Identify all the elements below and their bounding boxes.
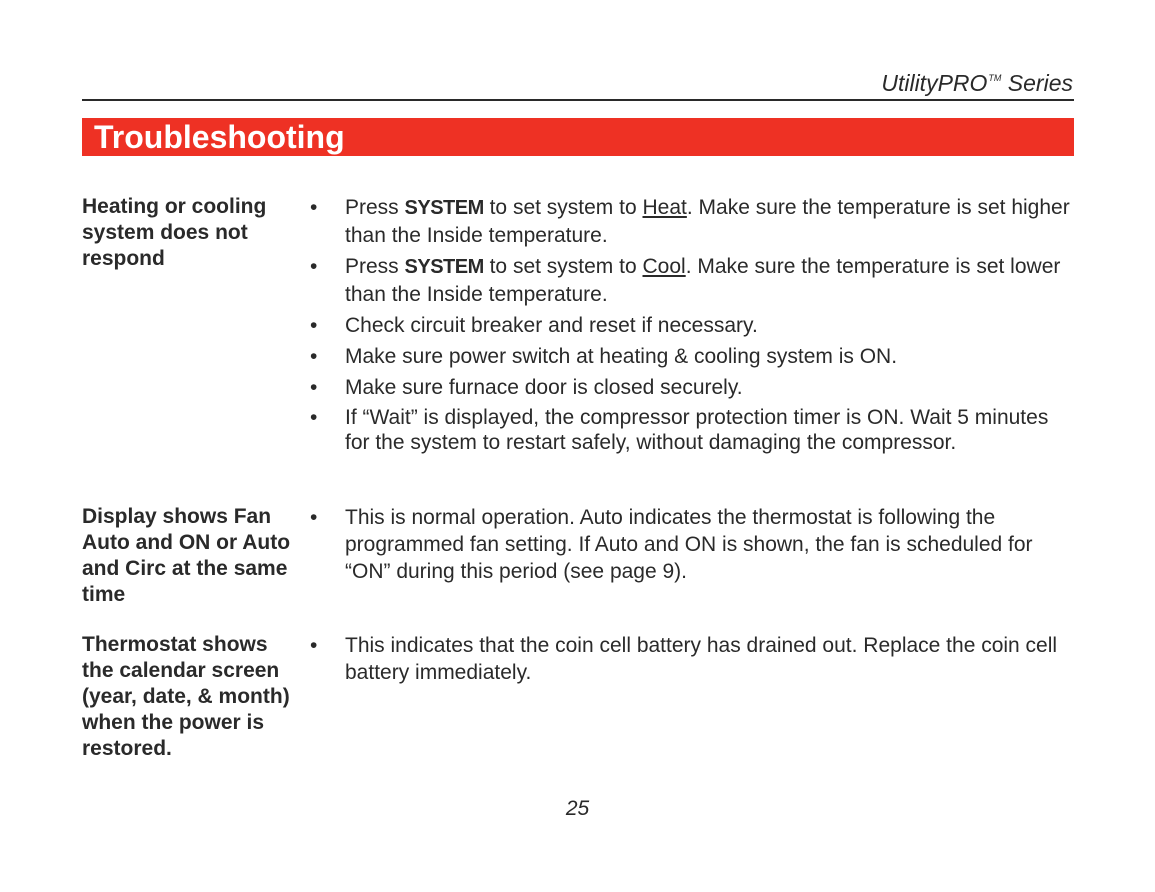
list-item: • Press SYSTEM to set system to Heat. Make sure the temperature is set higher than the Inside temperature. bbox=[310, 196, 1070, 247]
list-item: • If “Wait” is displayed, the compressor protection timer is ON. Wait 5 minutes for the system to restart safely, without damaging the compressor. bbox=[310, 406, 1049, 454]
series-header bbox=[881, 70, 1073, 97]
solution-list bbox=[310, 632, 1074, 690]
bullet-icon: • bbox=[310, 634, 318, 657]
page-number: 25 bbox=[565, 797, 590, 820]
mode-heat: Heat bbox=[642, 196, 687, 219]
bullet-icon: • bbox=[310, 255, 318, 278]
bullet-icon: • bbox=[310, 376, 318, 399]
solution-list bbox=[310, 504, 1074, 589]
list-item: • Press SYSTEM to set system to Cool. Make sure the temperature is set lower than the Inside temperature. bbox=[310, 255, 1061, 306]
series-suffix: Series bbox=[1007, 70, 1073, 96]
bullet-icon: • bbox=[310, 345, 318, 368]
series-name: UtilityPRO bbox=[881, 70, 988, 96]
trademark-mark: TM bbox=[988, 73, 1002, 83]
system-key: SYSTEM bbox=[404, 197, 484, 219]
list-item: • Make sure furnace door is closed securely. bbox=[310, 376, 743, 399]
bullet-icon: • bbox=[310, 196, 318, 219]
list-item: • This indicates that the coin cell battery has drained out. Replace the coin cell battery immediately. bbox=[310, 634, 1058, 684]
bullet-icon: • bbox=[310, 406, 318, 429]
solution-list bbox=[310, 194, 1074, 459]
problem-label: Heating or cooling system does not respond bbox=[82, 195, 267, 270]
system-key: SYSTEM bbox=[404, 256, 484, 278]
mode-cool: Cool bbox=[642, 255, 686, 278]
list-item: • Check circuit breaker and reset if necessary. bbox=[310, 314, 758, 337]
problem-label: Thermostat shows the calendar screen (year, date, & month) when the power is restored. bbox=[82, 633, 290, 760]
list-item: • This is normal operation. Auto indicates the thermostat is following the programmed fan setting. If Auto and ON is shown, the fan is scheduled for “ON” during this period (see page 9). bbox=[310, 506, 1033, 583]
header-rule bbox=[82, 99, 1074, 101]
bullet-icon: • bbox=[310, 314, 318, 337]
page-title: Troubleshooting bbox=[82, 118, 1074, 156]
bullet-icon: • bbox=[310, 506, 318, 529]
problem-label: Display shows Fan Auto and ON or Auto and Circ at the same time bbox=[82, 505, 291, 606]
list-item: • Make sure power switch at heating & cooling system is ON. bbox=[310, 345, 898, 368]
